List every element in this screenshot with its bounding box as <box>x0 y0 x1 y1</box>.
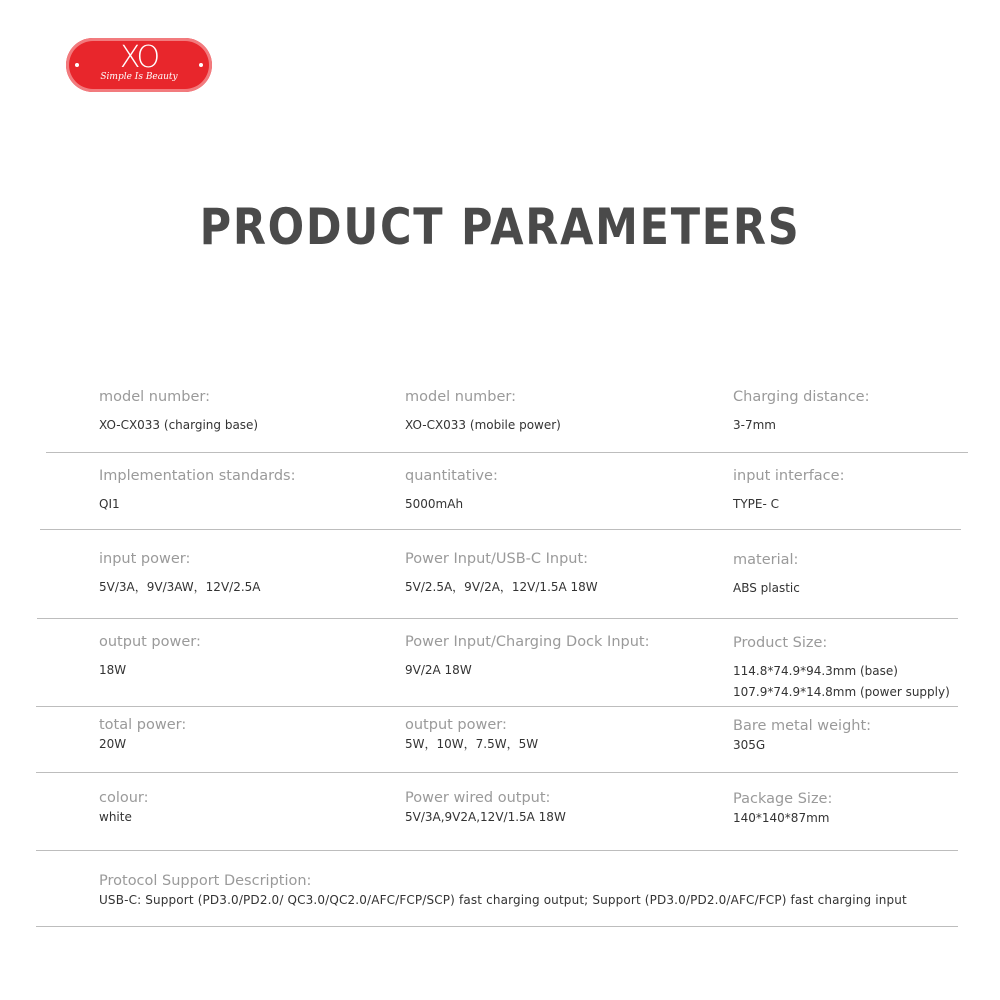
param-label: colour: <box>99 790 149 806</box>
param-value: 114.8*74.9*94.3mm (base) <box>733 664 898 678</box>
row-divider <box>37 618 958 619</box>
param-label: Charging distance: <box>733 389 870 405</box>
page-title: PRODUCT PARAMETERS <box>199 198 801 256</box>
param-label: Power Input/Charging Dock Input: <box>405 634 650 650</box>
logo-mark: XO <box>119 40 159 75</box>
param-cell <box>405 716 538 755</box>
param-cell <box>405 633 649 681</box>
param-label: quantitative: <box>405 468 498 484</box>
param-value: 305G <box>733 738 766 752</box>
param-cell <box>733 634 950 703</box>
param-cell <box>405 789 566 828</box>
param-label: input power: <box>99 551 191 567</box>
param-label: Implementation standards: <box>99 468 296 484</box>
param-cell <box>733 790 832 829</box>
param-value: white <box>99 810 132 824</box>
param-value: TYPE- C <box>733 497 780 511</box>
param-value: 5V/3A,9V2A,12V/1.5A 18W <box>405 810 566 824</box>
param-value: 140*140*87mm <box>733 811 830 825</box>
protocol-value: USB-C: Support (PD3.0/PD2.0/ QC3.0/QC2.0/AFC/FCP/SCP) fast charging output; Support (PD3.0/PD2.0/AFC/FCP) fast charging input <box>99 893 907 907</box>
param-cell <box>99 550 261 598</box>
param-label: Power wired output: <box>405 790 551 806</box>
row-divider <box>36 850 958 851</box>
logo-tagline: Simple Is Beauty <box>100 72 178 82</box>
param-label: Power Input/USB-C Input: <box>405 551 589 567</box>
protocol-label: Protocol Support Description: <box>99 873 312 889</box>
protocol-cell <box>99 872 907 911</box>
param-value: XO-CX033 (mobile power) <box>405 418 561 432</box>
param-value: 5V/2.5A，9V/2A，12V/1.5A 18W <box>405 580 598 594</box>
row-divider <box>46 452 968 453</box>
param-label: Product Size: <box>733 635 828 651</box>
param-value: QI1 <box>99 497 120 511</box>
param-cell <box>99 388 258 436</box>
param-label: Package Size: <box>733 791 833 807</box>
param-cell <box>733 388 869 436</box>
param-cell <box>99 789 149 828</box>
param-cell <box>405 388 561 436</box>
row-divider <box>36 926 958 927</box>
param-cell <box>99 467 296 515</box>
param-value: 5W，10W，7.5W，5W <box>405 737 539 751</box>
param-cell <box>733 467 844 515</box>
param-cell <box>99 716 186 755</box>
param-label: model number: <box>99 389 210 405</box>
param-value: 5000mAh <box>405 497 464 511</box>
row-divider <box>36 772 958 773</box>
param-value: ABS plastic <box>733 581 800 595</box>
param-value: 9V/2A 18W <box>405 663 472 677</box>
param-cell <box>405 467 498 515</box>
param-cell <box>405 550 598 598</box>
param-value: 18W <box>99 663 127 677</box>
param-label: output power: <box>99 634 201 650</box>
param-cell <box>733 717 871 756</box>
xo-logo <box>66 38 212 92</box>
param-label: Bare metal weight: <box>733 718 872 734</box>
row-divider <box>40 529 961 530</box>
param-value: XO-CX033 (charging base) <box>99 418 259 432</box>
param-value: 5V/3A，9V/3AW，12V/2.5A <box>99 580 261 594</box>
param-value: 20W <box>99 737 127 751</box>
param-cell <box>99 633 201 681</box>
param-value: 107.9*74.9*14.8mm (power supply) <box>733 685 950 699</box>
param-label: total power: <box>99 717 187 733</box>
param-label: output power: <box>405 717 507 733</box>
param-label: model number: <box>405 389 516 405</box>
row-divider <box>36 706 958 707</box>
param-cell <box>733 551 800 599</box>
param-label: material: <box>733 552 799 568</box>
param-value: 3-7mm <box>733 418 776 432</box>
param-label: input interface: <box>733 468 845 484</box>
